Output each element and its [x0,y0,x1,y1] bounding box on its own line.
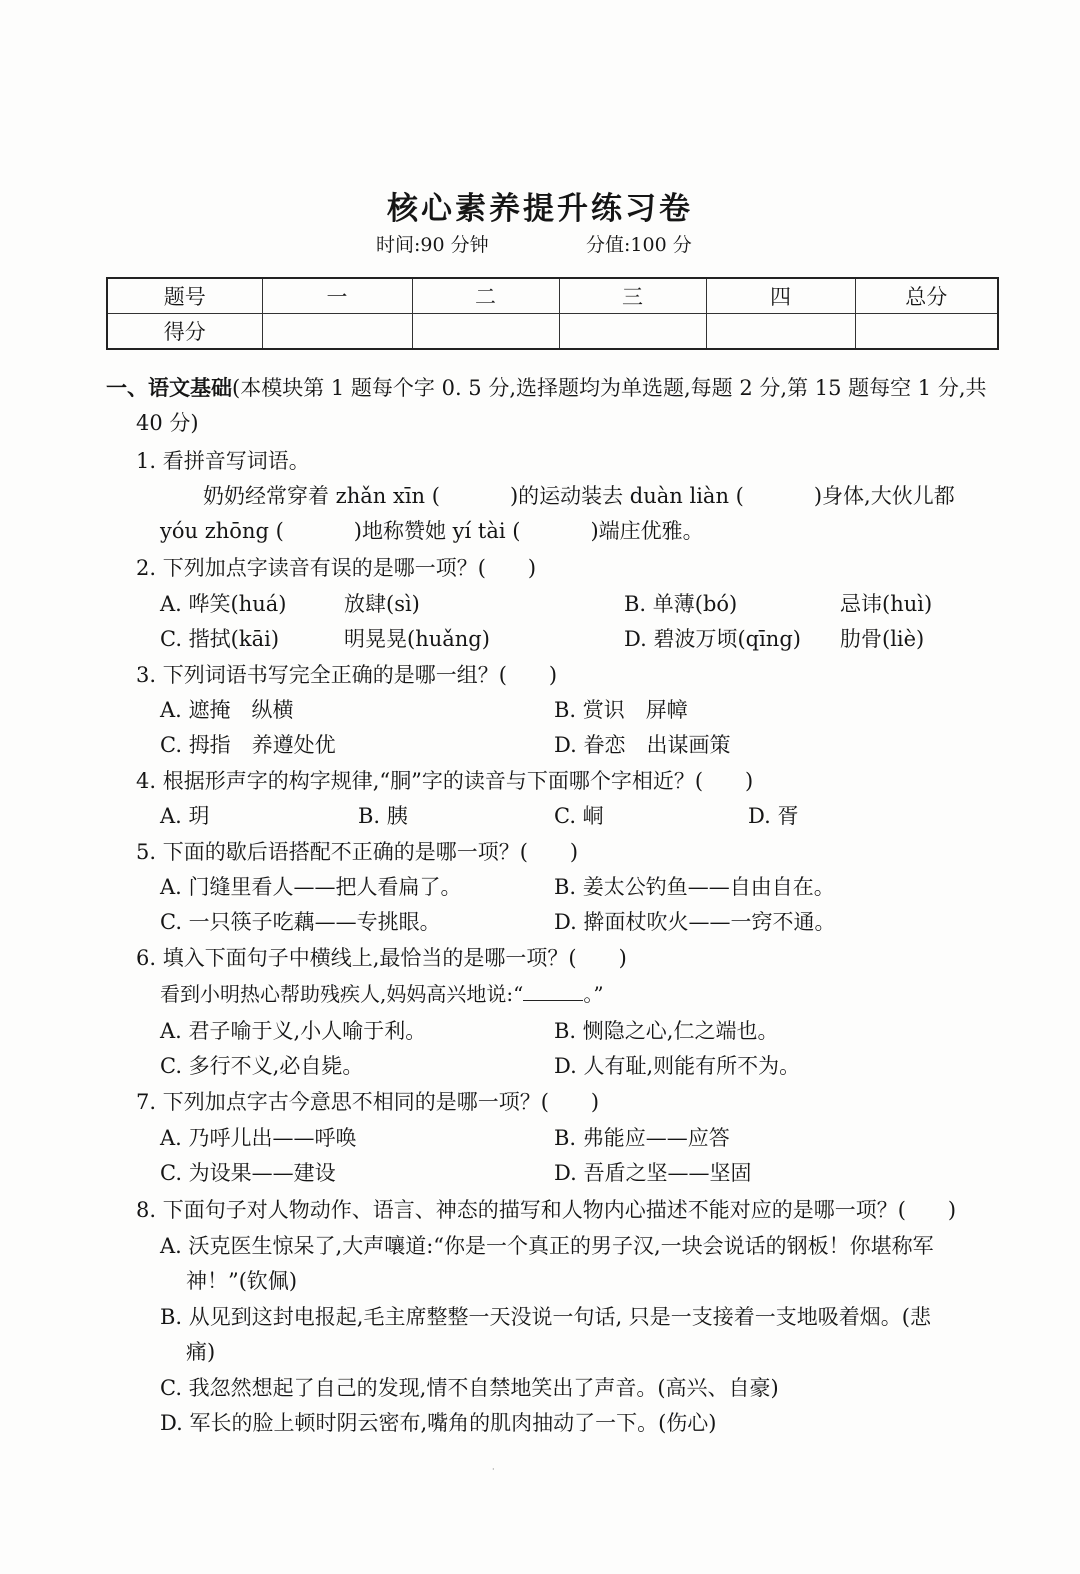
q6-option-c[interactable]: C. 多行不义,必自毙。 [160,1054,364,1078]
section-instructions-cont: 40 分) [136,411,199,435]
q7-option-d[interactable]: D. 吾盾之坚——坚固 [554,1161,752,1185]
q7-option-c[interactable]: C. 为设果——建设 [160,1161,336,1185]
score-cell[interactable] [412,314,559,350]
q4-option-b[interactable]: B. 胰 [358,804,408,828]
q3-option-d[interactable]: D. 眷恋 出谋画策 [554,733,731,757]
q7-option-a[interactable]: A. 乃呼儿出——呼唤 [160,1126,357,1150]
q5-option-c[interactable]: C. 一只筷子吃藕——专挑眼。 [160,910,441,934]
q6-stem: 6. 填入下面句子中横线上,最恰当的是哪一项？( ) [136,946,627,970]
row-label: 得分 [107,314,262,350]
exam-score: 分值:100 分 [586,234,692,256]
q8-stem: 8. 下面句子对人物动作、语言、神态的描写和人物内心描述不能对应的是哪一项？( ) [136,1198,957,1222]
q2-stem: 2. 下列加点字读音有误的是哪一项？( ) [136,556,537,580]
q8-option-b-cont: 痛) [186,1340,216,1364]
q6-option-a[interactable]: A. 君子喻于义,小人喻于利。 [160,1019,427,1043]
q8-option-a-cont: 神！”(钦佩) [186,1269,298,1293]
q2-option-a1[interactable]: A. 哗笑(huá) [160,592,287,616]
q3-stem: 3. 下列词语书写完全正确的是哪一组？( ) [136,663,558,687]
q4-option-d[interactable]: D. 胥 [748,804,799,828]
section-heading [106,372,987,402]
q2-option-c1[interactable]: C. 揩拭(kāi) [160,627,280,651]
q1-text: )端庄优雅。 [590,519,704,543]
footer-mark: · [492,1465,495,1474]
q2-option-d2: 肋骨(liè) [840,627,925,651]
q4-option-c[interactable]: C. 峒 [554,804,604,828]
q6-context-end: 。” [583,982,604,1006]
q5-option-a[interactable]: A. 门缝里看人——把人看扁了。 [160,875,462,899]
header-cell: 总分 [855,278,998,314]
q5-stem: 5. 下面的歇后语搭配不正确的是哪一项？( ) [136,840,579,864]
q1-text: )身体,大伙儿都 [813,484,955,508]
score-table [106,277,999,350]
q3-option-a[interactable]: A. 遮掩 纵横 [160,698,294,722]
page-title: 核心素养提升练习卷 [387,191,693,227]
q2-option-c2: 明晃晃(huǎng) [344,627,490,651]
q8-option-a[interactable]: A. 沃克医生惊呆了,大声嚷道:“你是一个真正的男子汉,一块会说话的钢板！你堪称军 [160,1234,934,1258]
q8-option-c[interactable]: C. 我忽然想起了自己的发现,情不自禁地笑出了声音。(高兴、自豪) [160,1376,779,1400]
score-cell[interactable] [559,314,706,350]
q1-line1 [203,480,955,510]
score-cell[interactable] [706,314,855,350]
q5-option-d[interactable]: D. 擀面杖吹火——一窍不通。 [554,910,836,934]
q2-option-b1[interactable]: B. 单薄(bó) [624,592,738,616]
q2-option-b2: 忌讳(huì) [840,592,933,616]
score-cell[interactable] [262,314,412,350]
score-table-score-row [107,314,998,350]
q2-option-d1[interactable]: D. 碧波万顷(qīng) [624,627,801,651]
q6-option-d[interactable]: D. 人有耻,则能有所不为。 [554,1054,801,1078]
q4-stem: 4. 根据形声字的构字规律,“胴”字的读音与下面哪个字相近？( ) [136,769,754,793]
q8-option-d[interactable]: D. 军长的脸上顿时阴云密布,嘴角的肌肉抽动了一下。(伤心) [160,1411,717,1435]
header-cell: 一 [262,278,412,314]
q1-line2 [160,515,704,545]
header-cell: 二 [412,278,559,314]
q1-text: 奶奶经常穿着 zhǎn xīn ( [203,484,440,508]
q5-option-b[interactable]: B. 姜太公钓鱼——自由自在。 [554,875,835,899]
header-cell: 题号 [107,278,262,314]
q6-context-text: 看到小明热心帮助残疾人,妈妈高兴地说:“ [160,982,524,1006]
q6-context [160,978,604,1007]
q6-option-b[interactable]: B. 恻隐之心,仁之端也。 [554,1019,779,1043]
fill-line[interactable] [523,982,583,1001]
q8-option-b[interactable]: B. 从见到这封电报起,毛主席整整一天没说一句话, 只是一支接着一支地吸着烟。(悲 [160,1305,931,1329]
q4-option-a[interactable]: A. 玥 [160,804,210,828]
header-cell: 三 [559,278,706,314]
score-cell[interactable] [855,314,998,350]
exam-time: 时间:90 分钟 [376,234,489,256]
q1-text: yóu zhōng ( [160,519,284,543]
q7-option-b[interactable]: B. 弗能应——应答 [554,1126,730,1150]
q3-option-c[interactable]: C. 拇指 养遵处优 [160,733,336,757]
q1-stem: 1. 看拼音写词语。 [136,449,310,473]
q7-stem: 7. 下列加点字古今意思不相同的是哪一项？( ) [136,1090,600,1114]
q2-option-a2: 放肆(sì) [344,592,420,616]
q1-text: )的运动装去 duàn liàn ( [509,484,744,508]
score-table-header-row [107,278,998,314]
q3-option-b[interactable]: B. 赏识 屏幛 [554,698,688,722]
section-title: 一、语文基础 [106,375,232,400]
q1-text: )地称赞她 yí tài ( [353,519,521,543]
header-cell: 四 [706,278,855,314]
section-instructions: (本模块第 1 题每个字 0. 5 分,选择题均为单选题,每题 2 分,第 15 题每空 1 分,共 [232,376,987,400]
